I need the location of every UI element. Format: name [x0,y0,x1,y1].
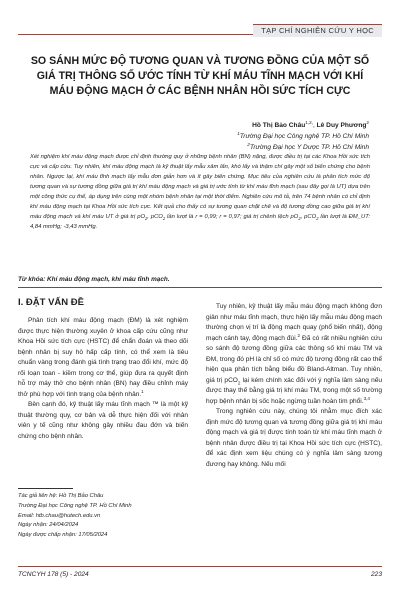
affiliation-1-sup: 1 [237,130,240,136]
abstract-sub-4: 2 [316,216,319,222]
author-1-sup: 1,2, [305,119,313,125]
left-column [18,316,188,442]
right-paragraph-1-sub: 2 [237,379,241,385]
journal-header [0,0,400,36]
right-column [206,302,382,470]
footnote-rule [18,488,73,489]
abstract-text-mid-2: , pCO [300,214,317,220]
left-paragraph-1-text: Phân tích khí máu động mạch (ĐM) là xét nghiệm được thực hiện thường xuyên ở khoa cấp cứu cũng như Khoa Hồi sức tích cực (HSTC) để chẩn đoán và theo dõi bệnh nhân bị suy hô hấp cấp tính, có thể xem là tiêu chuẩn vàng trong đánh giá tình trạng trao đổi khí, mức độ rối loạn toan - kiềm trong cơ thể, giúp đưa ra quyết định hỗ trợ máy thở cho bệnh nhân (BN) hay điều chỉnh máy thở phù hợp với tình trạng của bệnh nhân. [18,317,188,398]
section-heading: I. ĐẶT VẤN ĐỀ [18,297,84,308]
corresponding-email: Email: htb.chau@hutech.edu.vn [18,512,101,519]
affiliation-1 [237,131,369,142]
keywords: Từ khóa: Khí máu động mạch, khí máu tĩnh mạch. [18,276,170,283]
right-paragraph-1-sup-2: 3,4 [363,395,370,401]
corresponding-author: Tác giả liên hệ: Hồ Thị Bảo Châu [18,493,104,499]
abstract-sub-3: 2 [298,216,301,222]
author-2-sup: 2 [366,119,369,125]
journal-name: TẠP CHÍ NGHIÊN CỨU Y HỌC [253,24,382,37]
left-paragraph-1 [18,316,188,400]
footer-journal-issue: TCNCYH 178 (5) - 2024 [18,571,89,578]
abstract-text: Xét nghiệm khí máu động mạch được chỉ định thường quy ở những bệnh nhân (BN) nặng, được điều trị tại các Khoa Hồi sức tích cực và cấp cứu. Tuy nhiên, khí máu động mạch là kỹ thuật lấy mẫu xâm lấn, khó lấy và thậm chí gây một số biến chứng cho bệnh nhân. Ngược lại, khí máu tĩnh mạch lấy mẫu đơn giản hơn và ít gây biến chứng. Mục tiêu của nghiên cứu là phân tích mức độ tương quan và sự tương đồng giữa giá trị khí máu động mạch và giá trị ước tính từ khí máu tĩnh mạch (sau đây gọi là UT) dựa trên một công thức cụ thể, áp dụng trên cùng một nhóm bệnh nhân tại một thời điểm. Nghiên cứu mô tả, trên 74 bệnh nhân có chỉ định khí máu động mạch tại Khoa Hồi sức tích cực. Kết quả cho thấy có sự tương quan chặt chẽ và độ tương đồng cao giữa giá trị khí máu động mạch và khí máu UT ở giá trị pO [30,154,370,220]
author-block [237,120,369,153]
corresponding-affiliation: Trường Đại học Công nghệ TP. Hồ Chí Minh [18,502,132,509]
right-paragraph-1-cont: Đã có rất nhiều nghiên cứu so sánh độ tương đồng giữa các thông số khí máu TM và ĐM, trong đó pH là chỉ số có mức độ tương đồng rất cao thể hiện qua phân tích bằng biểu đồ Bland-Altman. Tuy nhiên, giá trị pCO [206,334,382,384]
right-paragraph-1-sup: 2 [297,332,301,338]
received-date: Ngày nhận: 24/04/2024 [18,522,79,529]
article-title: SO SÁNH MỨC ĐỘ TƯƠNG QUAN VÀ TƯƠNG ĐỒNG CỦA MỘT SỐ GIÁ TRỊ THÔNG SỐ ƯỚC TÍNH TỪ KHÍ MÁU TĨNH MẠCH VỚI KHÍ MÁU ĐỘNG MẠCH Ở CÁC BỆNH NHÂN HỒI SỨC TÍCH CỰC [30,55,370,97]
footnotes [18,492,190,541]
affiliation-2-sup: 2 [247,141,250,147]
left-paragraph-1-sup: 1 [141,388,144,394]
affiliation-1-text: Trường Đại học Công nghệ TP. Hồ Chí Minh [239,133,369,140]
page-number: 223 [370,571,382,578]
author-2: Lê Duy Phương [316,122,367,129]
accepted-date: Ngày được chấp nhận: 17/05/2024 [18,532,108,539]
author-line [237,120,369,131]
abstract-sub-1: 2 [145,216,148,222]
author-1: Hồ Thị Bảo Châu [252,122,306,129]
abstract-text-mid: , pCO [147,214,163,220]
right-paragraph-1-end: lại kém chính xác đối với ý nghĩa lâm sàng nếu được thay thế bằng giá trị khí máu TM, trong một số trường hợp bệnh nhân bị sốc hoặc ngừng tuần hoàn tim phổi. [206,376,382,405]
right-paragraph-1-text: Tuy nhiên, kỹ thuật lấy mẫu máu động mạch không đơn giản như máu tĩnh mạch, thực hiện lấy mẫu máu động mạch thường chọn vị trí là động mạch quay (phổ biến nhất), động mạch cánh tay, động mạch đùi. [206,303,382,342]
right-paragraph-1 [206,302,382,407]
keywords-rule [18,287,382,288]
right-paragraph-2: Trong nghiên cứu này, chúng tôi nhằm mục đích xác định mức độ tương quan và tương đồng giữa giá trị khí máu động mạch và giá trị được tính toán từ khí máu tĩnh mạch ở bệnh nhân được điều trị tại Khoa Hồi sức tích cực (HSTC), để xác định xem liệu chúng có ý nghĩa lâm sàng tương đương hay không. Nếu mối [206,408,382,468]
abstract-sub-2: 2 [162,216,166,222]
abstract-text-tail: lần lượt là ĐM_UT: 4,84 mmHg; -3,43 mmHg. [30,214,370,230]
left-paragraph-2: Bên cạnh đó, kỹ thuật lấy máu tĩnh mạch ™ là một kỹ thuật thường quy, cơ bản và dễ thực hiện đối với nhân viên y tế cũng như không gây nhiều đau đớn và biến chứng cho bệnh nhân. [18,401,188,440]
abstract-text-end: lần lượt là r = 0,99; r = 0,97; giá trị chênh lệch pO [165,214,299,220]
author-separator: , [312,122,317,129]
abstract [30,152,370,232]
affiliation-2-text: Trường Đại học Y Dược TP. Hồ Chí Minh [249,144,369,151]
footer-rule [18,566,382,567]
